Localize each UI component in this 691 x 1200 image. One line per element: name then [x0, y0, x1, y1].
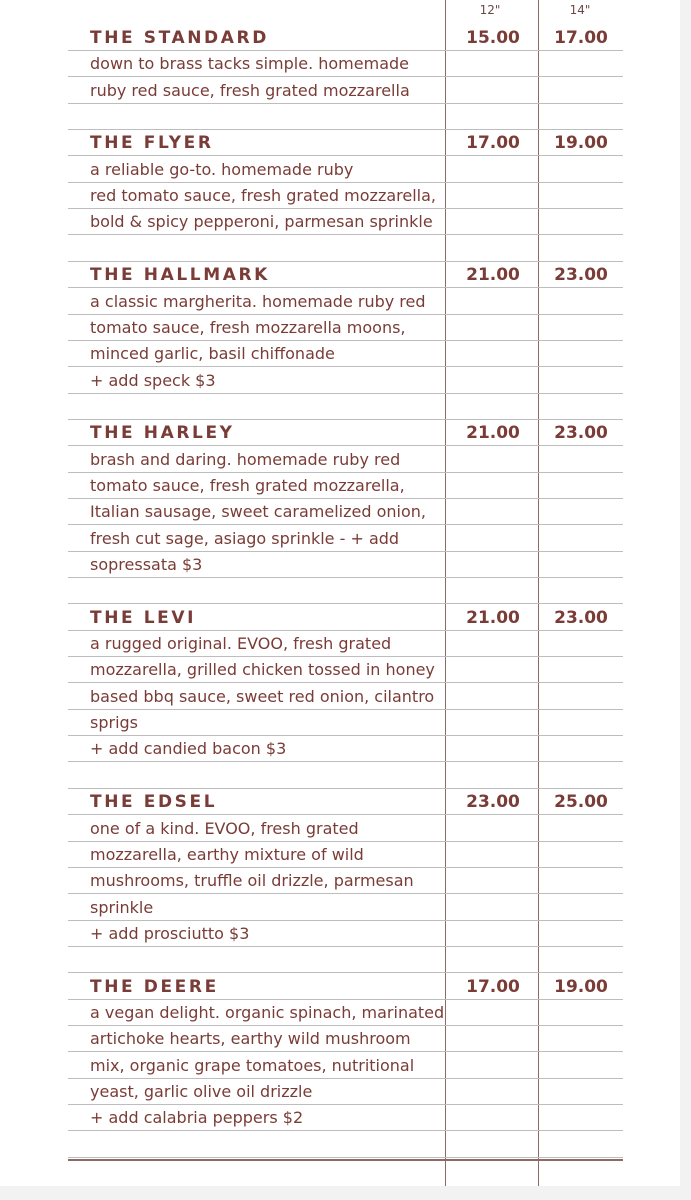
item-name: THE EDSEL	[90, 792, 218, 813]
item-description-line: bold & spicy pepperoni, parmesan sprinkle	[90, 212, 433, 232]
price-12-inch: 21.00	[466, 607, 520, 628]
row-rule	[68, 103, 623, 104]
price-12-inch: 23.00	[466, 792, 520, 813]
page-edge-bottom	[0, 1186, 691, 1200]
price-12-inch: 15.00	[466, 28, 520, 48]
item-description-line: tomato sauce, fresh mozzarella moons,	[90, 317, 406, 337]
item-description-line: based bbq sauce, sweet red onion, cilantro	[90, 686, 435, 706]
row-rule	[68, 393, 623, 394]
item-description-line: mozzarella, grilled chicken tossed in honey	[90, 660, 435, 680]
item-name: THE HALLMARK	[90, 265, 270, 286]
item-description-line: a vegan delight. organic spinach, marinated	[90, 1002, 445, 1022]
item-name: THE HARLEY	[90, 423, 235, 444]
item-description-line: mix, organic grape tomatoes, nutritional	[90, 1055, 415, 1075]
item-description-line: ruby red sauce, fresh grated mozzarella	[90, 80, 410, 100]
price-12-inch: 17.00	[466, 976, 520, 997]
item-name: THE DEERE	[90, 976, 219, 997]
row-rule	[68, 761, 623, 762]
price-12-inch: 17.00	[466, 133, 520, 154]
item-description-line: red tomato sauce, fresh grated mozzarella,	[90, 186, 436, 206]
item-description-line: Italian sausage, sweet caramelized onion,	[90, 502, 426, 522]
column-divider-right	[538, 0, 539, 1186]
item-description-line: + add prosciutto $3	[90, 923, 250, 943]
item-description-line: + add speck $3	[90, 370, 216, 390]
price-12-inch: 21.00	[466, 265, 520, 286]
row-rule	[68, 709, 623, 710]
item-description-line: artichoke hearts, earthy wild mushroom	[90, 1029, 411, 1049]
price-12-inch: 21.00	[466, 423, 520, 444]
price-14-inch: 23.00	[554, 423, 608, 444]
item-description-line: yeast, garlic olive oil drizzle	[90, 1082, 313, 1101]
item-description-line: mozzarella, earthy mixture of wild	[90, 844, 364, 864]
price-14-inch: 19.00	[554, 976, 608, 997]
row-rule	[68, 1157, 623, 1158]
item-name: THE LEVI	[90, 607, 197, 628]
size-header-12: 12"	[479, 3, 501, 17]
item-description-line: sprigs	[90, 713, 139, 733]
item-name: THE FLYER	[90, 133, 214, 154]
size-header-14: 14"	[569, 3, 591, 17]
item-description-line: fresh cut sage, asiago sprinkle - + add	[90, 528, 400, 548]
item-description-line: tomato sauce, fresh grated mozzarella,	[90, 475, 405, 495]
item-description-line: sprinkle	[90, 897, 154, 917]
item-description-line: a rugged original. EVOO, fresh grated	[90, 634, 392, 654]
price-14-inch: 23.00	[554, 265, 608, 286]
item-description-line: down to brass tacks simple. homemade	[90, 54, 409, 74]
price-14-inch: 23.00	[554, 607, 608, 628]
price-14-inch: 19.00	[554, 133, 608, 154]
column-divider-left	[445, 0, 446, 1186]
row-rule	[68, 234, 623, 235]
item-description-line: sopressata $3	[90, 555, 203, 574]
price-14-inch: 25.00	[554, 792, 608, 813]
page-edge-right	[680, 0, 691, 1200]
item-description-line: one of a kind. EVOO, fresh grated	[90, 818, 359, 838]
item-description-line: minced garlic, basil chiffonade	[90, 344, 335, 364]
row-rule	[68, 1130, 623, 1131]
item-name: THE STANDARD	[90, 28, 269, 48]
menu-bottom-rule	[68, 1159, 623, 1161]
item-description-line: brash and daring. homemade ruby red	[90, 449, 401, 469]
row-rule	[68, 577, 623, 578]
item-description-line: + add calabria peppers $2	[90, 1108, 304, 1128]
item-description-line: a reliable go-to. homemade ruby	[90, 159, 354, 179]
item-description-line: + add candied bacon $3	[90, 739, 287, 759]
item-description-line: a classic margherita. homemade ruby red	[90, 291, 426, 311]
price-14-inch: 17.00	[554, 28, 608, 48]
row-rule	[68, 946, 623, 947]
item-description-line: mushrooms, truffle oil drizzle, parmesan	[90, 871, 414, 891]
